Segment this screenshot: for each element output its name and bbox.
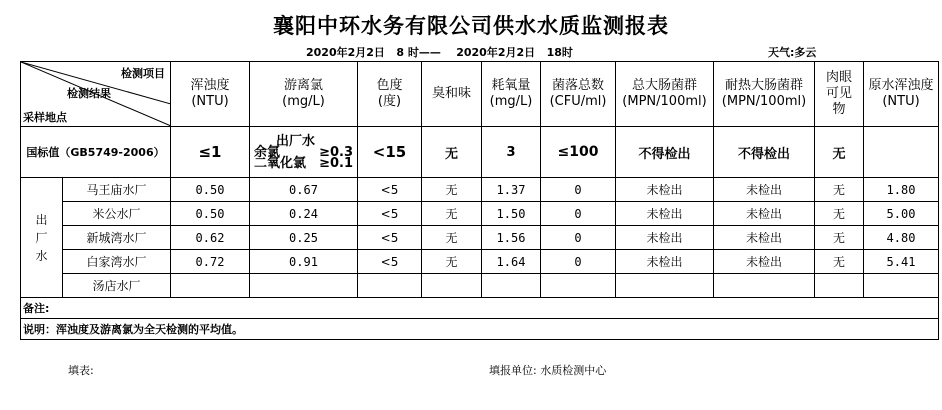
oxygen-cell: [482, 274, 541, 298]
standard-coliform: 不得检出: [616, 127, 714, 178]
oxygen-cell: 1.37: [482, 178, 541, 202]
chlorine-cell: 0.67: [250, 178, 358, 202]
standard-thermo-coliform: 不得检出: [714, 127, 815, 178]
table-row: [21, 226, 939, 250]
col-header-colony: 菌落总数 (CFU/ml): [541, 62, 616, 127]
turbidity-cell: 0.62: [171, 226, 250, 250]
colony-cell: 0: [541, 226, 616, 250]
odor-cell: 无: [422, 202, 482, 226]
chlorine-cell: 0.24: [250, 202, 358, 226]
visible-cell: 无: [815, 178, 864, 202]
plant-name: 马王庙水厂: [63, 178, 171, 202]
visible-cell: 无: [815, 250, 864, 274]
standard-color: <15: [358, 127, 422, 178]
table-row: [21, 178, 939, 202]
turbidity-cell: 0.72: [171, 250, 250, 274]
table-row: [21, 202, 939, 226]
thermo-coliform-cell: 未检出: [714, 226, 815, 250]
raw-turbidity-cell: 1.80: [864, 178, 939, 202]
color-cell: <5: [358, 226, 422, 250]
weather: 天气:多云: [768, 46, 817, 59]
col-header-raw-turbidity: 原水浑浊度 (NTU): [864, 62, 939, 127]
table-row: [21, 274, 939, 298]
filler-label: 填表:: [68, 364, 94, 377]
standard-label: 国标值（GB5749-2006）: [21, 127, 171, 178]
odor-cell: 无: [422, 226, 482, 250]
diag-location-label: 采样地点: [23, 111, 67, 124]
remark-row: [21, 298, 939, 319]
water-quality-table: [20, 61, 939, 340]
raw-turbidity-cell: 5.00: [864, 202, 939, 226]
reporting-unit: 填报单位: 水质检测中心: [489, 364, 607, 377]
col-header-thermo-coliform: 耐热大肠菌群 (MPN/100ml): [714, 62, 815, 127]
coliform-cell: 未检出: [616, 178, 714, 202]
col-header-coliform: 总大肠菌群 (MPN/100ml): [616, 62, 714, 127]
turbidity-cell: [171, 274, 250, 298]
odor-cell: 无: [422, 250, 482, 274]
plant-name: 米公水厂: [63, 202, 171, 226]
thermo-coliform-cell: 未检出: [714, 250, 815, 274]
report-title: 襄阳中环水务有限公司供水水质监测报表: [273, 14, 669, 38]
visible-cell: 无: [815, 226, 864, 250]
outlet-label: 出厂水: [21, 178, 63, 298]
raw-turbidity-cell: 4.80: [864, 226, 939, 250]
col-header-oxygen: 耗氧量 (mg/L): [482, 62, 541, 127]
visible-cell: [815, 274, 864, 298]
col-header-chlorine: 游离氯 (mg/L): [250, 62, 358, 127]
col-header-turbidity: 浑浊度 (NTU): [171, 62, 250, 127]
chlorine-cell: 0.25: [250, 226, 358, 250]
standard-colony: ≤100: [541, 127, 616, 178]
raw-turbidity-cell: [864, 274, 939, 298]
standard-row: [21, 127, 939, 178]
plant-name: 新城湾水厂: [63, 226, 171, 250]
odor-cell: 无: [422, 178, 482, 202]
note-row: [21, 319, 939, 340]
note-text: 说明：浑浊度及游离氯为全天检测的平均值。: [21, 319, 939, 340]
odor-cell: [422, 274, 482, 298]
diag-result-label: 检测结果: [67, 87, 111, 100]
coliform-cell: 未检出: [616, 202, 714, 226]
standard-oxygen: 3: [482, 127, 541, 178]
standard-visible: 无: [815, 127, 864, 178]
col-header-odor: 臭和味: [422, 62, 482, 127]
visible-cell: 无: [815, 202, 864, 226]
color-cell: <5: [358, 250, 422, 274]
thermo-coliform-cell: 未检出: [714, 178, 815, 202]
date-range: 2020年2月2日 8 时—— 2020年2月2日 18时: [306, 46, 573, 59]
thermo-coliform-cell: 未检出: [714, 202, 815, 226]
colony-cell: [541, 274, 616, 298]
standard-chlorine: 出厂水 余氯 ≥0.3 二氧化氯 ≥0.1: [250, 127, 358, 178]
coliform-cell: [616, 274, 714, 298]
col-header-color: 色度 (度): [358, 62, 422, 127]
oxygen-cell: 1.56: [482, 226, 541, 250]
colony-cell: 0: [541, 202, 616, 226]
oxygen-cell: 1.64: [482, 250, 541, 274]
coliform-cell: 未检出: [616, 250, 714, 274]
col-header-visible: 肉眼 可见 物: [815, 62, 864, 127]
table-row: [21, 250, 939, 274]
turbidity-cell: 0.50: [171, 178, 250, 202]
standard-odor: 无: [422, 127, 482, 178]
turbidity-cell: 0.50: [171, 202, 250, 226]
standard-raw: [864, 127, 939, 178]
colony-cell: 0: [541, 178, 616, 202]
colony-cell: 0: [541, 250, 616, 274]
color-cell: <5: [358, 178, 422, 202]
color-cell: <5: [358, 202, 422, 226]
plant-name: 汤店水厂: [63, 274, 171, 298]
oxygen-cell: 1.50: [482, 202, 541, 226]
thermo-coliform-cell: [714, 274, 815, 298]
coliform-cell: 未检出: [616, 226, 714, 250]
header-row: [21, 62, 939, 127]
diag-item-label: 检测项目: [121, 67, 165, 80]
raw-turbidity-cell: 5.41: [864, 250, 939, 274]
chlorine-cell: 0.91: [250, 250, 358, 274]
diagonal-header-cell: [21, 62, 171, 127]
color-cell: [358, 274, 422, 298]
plant-name: 白家湾水厂: [63, 250, 171, 274]
remark-label: 备注:: [21, 298, 939, 319]
standard-turbidity: ≤1: [171, 127, 250, 178]
chlorine-cell: [250, 274, 358, 298]
